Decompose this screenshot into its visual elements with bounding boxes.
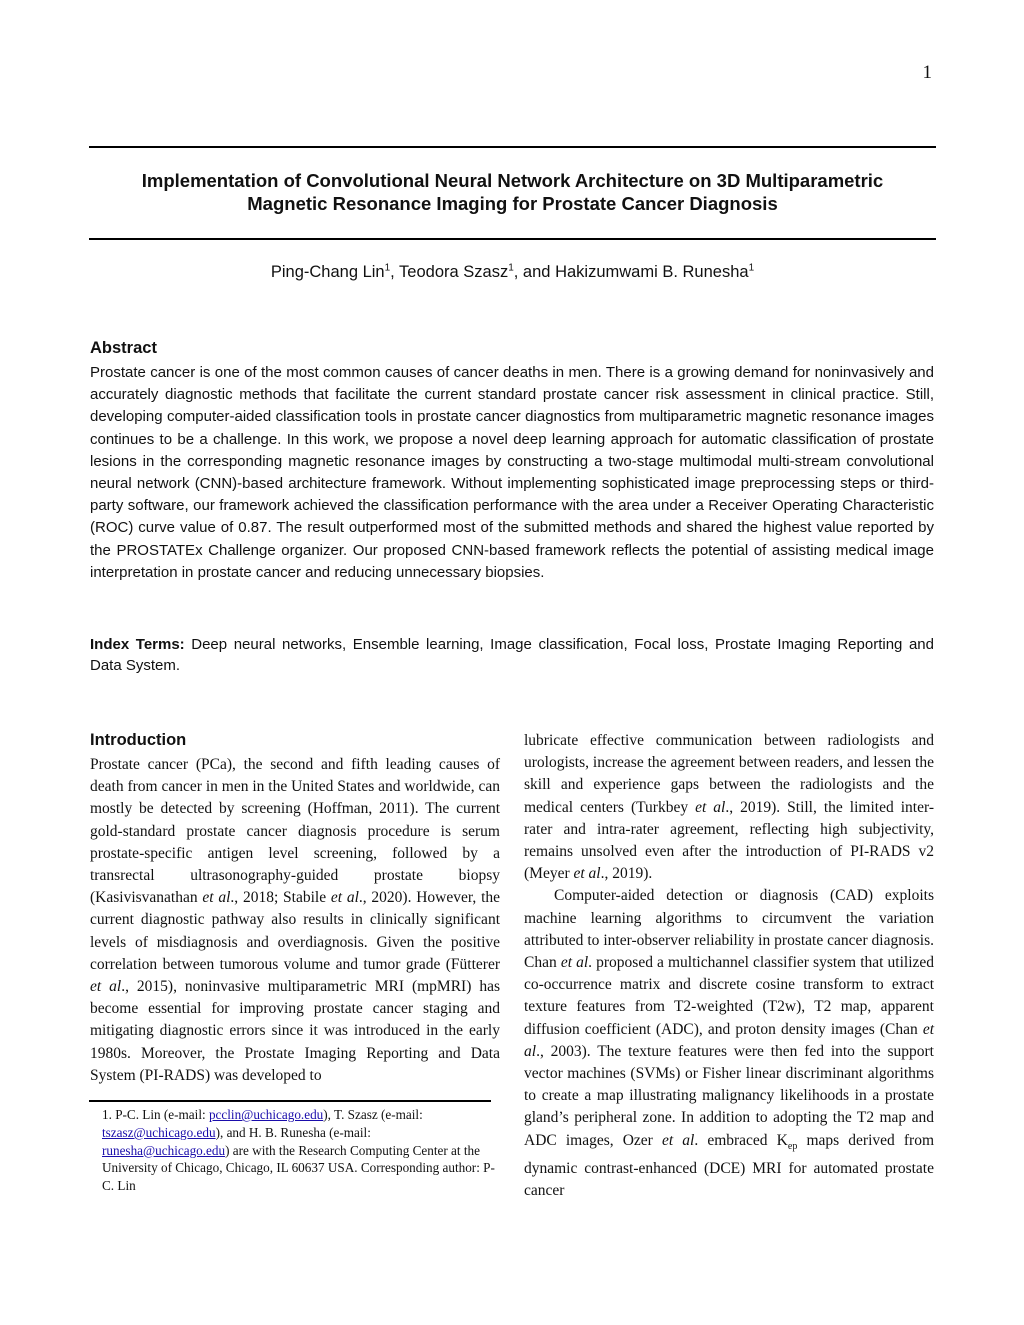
author-list (89, 263, 936, 282)
text-run: maps derived from dynamic contrast-enhanced (DCE) MRI for automated prostate cancer (524, 1131, 934, 1200)
author-name: Ping-Chang Lin (270, 263, 385, 281)
text-run: lubricate effective communication between radiologists and urologists, increase the agreement between readers, and lessen the skill and experience gaps between the radiologists and the medical centers (Turkbey (524, 732, 934, 816)
text-run: Prostate cancer (PCa), the second and fifth leading causes of death from cancer in men in the United States and worldwide, can mostly be detected by screening (Hoffman, 2011). The current gold-standard prostate cancer diagnosis procedure is serum prostate-specific antigen level screening, followed by a transrectal ultrasonography-guided prostate biopsy (Kasivisvanathan (90, 756, 500, 907)
title-line-2: Magnetic Resonance Imaging for Prostate Cancer Diagnosis (247, 193, 778, 214)
index-terms (90, 635, 934, 676)
author-affiliation: 1 (748, 262, 755, 274)
text-run: . embraced K (694, 1131, 788, 1149)
text-run: ., 2015), noninvasive multiparametric MRI (mpMRI) has become essential for improving prostate cancer staging and mitigating diagnostic errors since it was introduced in the early 1980s. Moreover, the Prostate Imaging Reporting and Data System (PI-RADS) was developed to (90, 978, 500, 1084)
email-link-runesha[interactable]: runesha@uchicago.edu (102, 1142, 226, 1158)
intro-right-column (524, 730, 934, 1202)
author-name: Hakizumwami B. Runesha (555, 263, 749, 281)
author-affiliation: 1 (384, 262, 391, 274)
footnote-body (89, 1106, 501, 1195)
introduction-heading: Introduction (90, 731, 187, 749)
author-name: Teodora Szasz (399, 263, 509, 281)
index-terms-label: Index Terms: (90, 636, 185, 653)
italic-run: et al (202, 889, 231, 907)
footnote-rule (89, 1100, 491, 1102)
subscript-run: ep (787, 1140, 798, 1152)
italic-run: et al (560, 954, 589, 972)
text-run: ., 2019). Still, the limited inter-rater and intra-rater agreement, reflecting high subjectivity, remains unsolved even after the introduction of PI-RADS v2 (Meyer (524, 798, 934, 883)
title-bottom-rule (89, 238, 936, 240)
text-run: ., 2003). The texture features were then fed into the support vector machines (SVMs) or Fisher linear discriminant algorithms to create a map illustrating malignancy likelihoods in a prostate gland’s peripheral zone. In addition to adopting the T2 map and ADC images, Ozer (524, 1042, 934, 1149)
title-top-rule (89, 146, 936, 148)
text-run: ), and H. B. Runesha (e-mail: (215, 1124, 371, 1140)
text-run: ), T. Szasz (e-mail: (323, 1107, 423, 1122)
abstract-heading: Abstract (90, 339, 157, 357)
text-run: P-C. Lin (e-mail: (115, 1107, 209, 1122)
email-link-lin[interactable]: pcclin@uchicago.edu (208, 1107, 324, 1122)
text-run: ., 2020). However, the current diagnostic pathway also results in clinically significant levels of misdiagnosis and overdiagnosis. Given the positive correlation between tumorous volume and tumor grade (Fütterer (90, 889, 501, 973)
text-run: ) are with the Research Computing Center at the University of Chicago, Chicago, IL 60637 USA. Corresponding author: P-C. Lin (102, 1142, 495, 1194)
author-separator: , (390, 263, 400, 281)
paper-title (89, 169, 936, 215)
intro-left-column (90, 754, 500, 1087)
italic-run: et al (330, 889, 359, 907)
index-terms-text: Deep neural networks, Ensemble learning, Image classification, Focal loss, Prostate Imaging Reporting and Data System. (90, 636, 934, 674)
text-run: ., 2018; Stabile (230, 889, 331, 907)
footnote (89, 1106, 501, 1195)
abstract-text: Prostate cancer is one of the most common causes of cancer deaths in men. There is a growing demand for noninvasively and accurately diagnostic methods that facilitate the current standard prostate cancer risk assessment in clinical practice. Still, developing computer-aided classification tools in prostate cancer diagnostics from multiparametric magnetic resonance images continues to be a challenge. In this work, we propose a novel deep learning approach for automatic classification of prostate lesions in the corresponding magnetic resonance images by constructing a two-stage multimodal multi-stream convolutional neural network (CNN)-based architecture framework. Without implementing sophisticated image preprocessing steps or third-party software, our framework achieved the classification performance with the area under a Receiver Operating Characteristic (ROC) curve value of 0.87. The result outperformed most of the submitted methods and shared the highest value reported by the PROSTATEx Challenge organizer. Our proposed CNN-based framework reflects the potential of assisting medical image interpretation in prostate cancer and reducing unnecessary biopsies. (90, 364, 934, 581)
text-run: . proposed a multichannel classifier system that utilized co-occurrence matrix and discrete cosine transform to extract texture features from T2-weighted (T2w), T2 map, apparent diffusion coefficient (ADC), and proton density images (Chan (524, 954, 935, 1038)
page-number: 1 (922, 62, 932, 83)
text-run: ., 2019). (600, 865, 653, 883)
intro-paragraph-1-continued (524, 730, 934, 885)
email-link-szasz[interactable]: tszasz@uchicago.edu (102, 1124, 216, 1140)
intro-paragraph-2 (524, 885, 934, 1202)
italic-run: et al (524, 1020, 934, 1060)
intro-paragraph-1 (90, 754, 500, 1087)
text-run: Computer-aided detection or diagnosis (CAD) exploits machine learning algorithms to circumvent the variation attributed to inter-observer reliability in prostate cancer diagnosis. Chan (524, 887, 934, 972)
footnote-number: 1. (102, 1107, 116, 1122)
italic-run: et al (573, 865, 601, 883)
author-separator: , and (513, 263, 556, 281)
italic-run: et al (661, 1131, 695, 1149)
title-line-1: Implementation of Convolutional Neural Network Architecture on 3D Multiparametric (141, 170, 884, 191)
author-affiliation: 1 (508, 262, 514, 274)
italic-run: et al (90, 978, 122, 996)
italic-run: et al (695, 798, 726, 816)
